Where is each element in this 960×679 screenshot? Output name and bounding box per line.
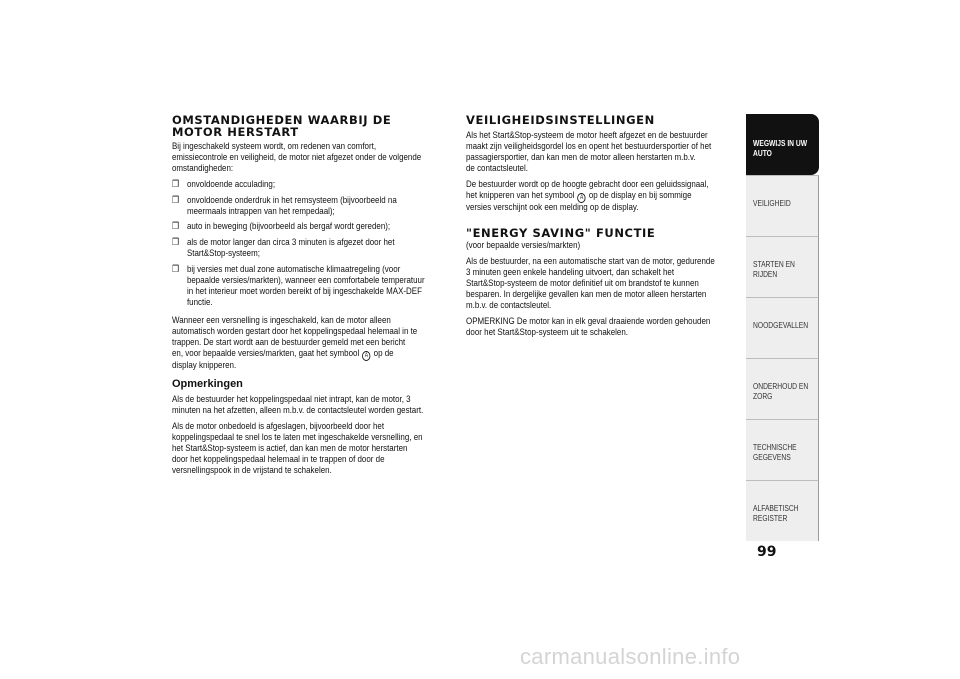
right-column (466, 114, 738, 339)
tab-technische-gegevens[interactable]: TECHNISCHE GEGEVENS (746, 419, 819, 480)
safety-paragraph: Als het Start&Stop-systeem de motor heeft afgezet en de bestuurder maakt zijn veiligheidsgordel los en opent het bestuurdersportier of het passagiersportier, dan kan men de motor alleen herstarten m.b.v. de contactsleutel. (466, 130, 712, 174)
checkbox-bullet-icon: ❒ (172, 237, 180, 249)
energy-saving-paragraph: Als de bestuurder, na een automatische start van de motor, gedurende 3 minuten geen enkele handeling uitvoert, dan schakelt het Start&Stop-systeem de motor definitief uit om brandstof te kunnen besparen. In dergelijke gevallen kan men de motor alleen herstarten m.b.v. de contactsleutel. (466, 256, 715, 311)
notes-subheading: Opmerkingen (172, 378, 243, 391)
notes-paragraph-2: Als de motor onbedoeld is afgeslagen, bijvoorbeeld door het koppelingspedaal te snel los te laten met ingeschakelde versnelling, en het Start&Stop-systeem is actief, dan kan men de motor herstarten door het koppelingspedaal helemaal in te trappen of door de versnellingspook in de vrijstand te schakelen. (172, 421, 423, 476)
signal-paragraph: De bestuurder wordt op de hoogte gebracht door een geluidssignaal, het knipperen van het symbool A op de display en bij sommige versies verschijnt ook een melding op de display. (466, 178, 709, 213)
start-stop-symbol-icon: A (362, 351, 370, 361)
list-item: ❒ onvoldoende onderdruk in het remsysteem (bijvoorbeeld na meermaals intrappen van het rempedaal); (172, 194, 397, 217)
tab-noodgevallen[interactable]: NOODGEVALLEN (746, 297, 819, 358)
restart-conditions-heading: OMSTANDIGHEDEN WAARBIJ DE MOTOR HERSTART (172, 113, 392, 139)
tab-onderhoud-en-zorg[interactable]: ONDERHOUD EN ZORG (746, 358, 819, 419)
energy-saving-note: (voor bepaalde versies/markten) (466, 240, 581, 252)
tab-veiligheid[interactable]: VEILIGHEID (746, 175, 819, 236)
tab-starten-en-rijden[interactable]: STARTEN EN RIJDEN (746, 236, 819, 297)
safety-settings-heading: VEILIGHEIDSINSTELLINGEN (466, 113, 655, 127)
checkbox-bullet-icon: ❒ (172, 194, 180, 206)
energy-saving-heading: "ENERGY SAVING" FUNCTIE (466, 226, 656, 241)
page-number: 99 (757, 544, 777, 560)
checkbox-bullet-icon: ❒ (172, 221, 180, 233)
left-column (172, 114, 458, 477)
notes-paragraph-1: Als de bestuurder het koppelingspedaal niet intrapt, kan de motor, 3 minuten na het afzetten, alleen m.b.v. de contactsleutel worden gestart. (172, 394, 424, 417)
gear-start-paragraph: Wanneer een versnelling is ingeschakeld, kan de motor alleen automatisch worden gestart door het koppelingspedaal helemaal in te trappen. De start wordt aan de bestuurder gemeld met een bericht en, voor bepaalde versies/markten, gaat het symbool A op de display knipperen. (172, 314, 418, 371)
list-item: ❒ als de motor langer dan circa 3 minuten is afgezet door het Start&Stop-systeem; (172, 237, 395, 260)
checkbox-bullet-icon: ❒ (172, 264, 180, 276)
watermark-text: carmanualsonline.info (520, 644, 741, 669)
checkbox-bullet-icon: ❒ (172, 178, 180, 190)
conditions-list (172, 180, 457, 309)
chapter-tabs (746, 114, 819, 541)
tab-wegwijs-in-uw-auto[interactable]: WEGWIJS IN UW AUTO (746, 114, 819, 175)
list-item: ❒ bij versies met dual zone automatische klimaatregeling (voor bepaalde versies/markten), wanneer een comfortabele temperatuur in het interieur moet worden bereikt of bij ingeschakelde MAX-DEF functie. (172, 264, 425, 308)
intro-paragraph: Bij ingeschakeld systeem wordt, om redenen van comfort, emissiecontrole en veiligheid, de motor niet afgezet onder de volgende omstandigheden: (172, 141, 422, 174)
start-stop-symbol-icon: A (578, 193, 586, 203)
remark-paragraph: OPMERKING De motor kan in elk geval draaiende worden gehouden door het Start&Stop-systeem uit te schakelen. (466, 315, 711, 338)
list-item: ❒ onvoldoende acculading; (172, 178, 276, 190)
list-item: ❒ auto in beweging (bijvoorbeeld als bergaf wordt gereden); (172, 221, 391, 233)
tab-alfabetisch-register[interactable]: ALFABETISCH REGISTER (746, 480, 819, 541)
